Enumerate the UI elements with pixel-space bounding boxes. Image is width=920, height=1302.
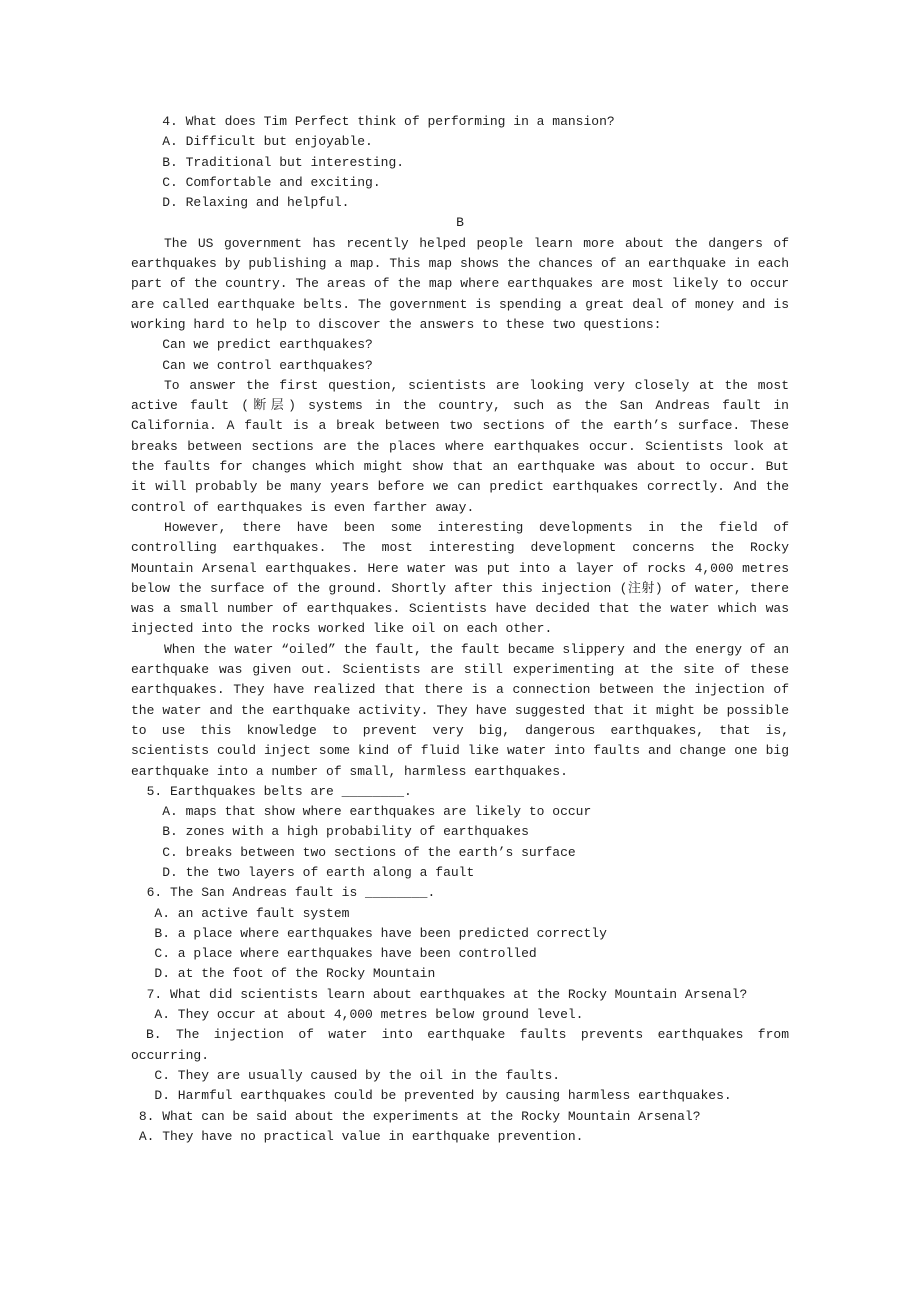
option-4-d: D. Relaxing and helpful. <box>131 195 350 211</box>
question-4: 4. What does Tim Perfect think of performing in a mansion? <box>131 114 615 129</box>
option-4-b: B. Traditional but interesting. <box>131 154 405 170</box>
document-body <box>131 112 789 1147</box>
passage-paragraph-3: However, there have been some interesting developments in the field of controlling earthquakes. The most interesting development concerns the Rocky Mountain Arsenal earthquakes. Here water was put into a layer of rocks 4,000 metres below the surface of the ground. Shortly after this injection (注射) of water, there was a small number of earthquakes. Scientists have decided that the water which was injected into the rocks worked like oil on each other. <box>131 519 789 637</box>
option-7-c: C. They are usually caused by the oil in the faults. <box>131 1067 561 1083</box>
option-6-b: B. a place where earthquakes have been predicted correctly <box>131 925 607 941</box>
option-5-d: D. the two layers of earth along a fault <box>131 864 475 880</box>
passage-question-line-2: Can we control earthquakes? <box>131 357 373 373</box>
option-6-d: D. at the foot of the Rocky Mountain <box>131 966 436 982</box>
question-5: 5. Earthquakes belts are ________. <box>131 783 412 799</box>
question-8: 8. What can be said about the experiments at the Rocky Mountain Arsenal? <box>131 1108 701 1124</box>
option-5-c: C. breaks between two sections of the earth’s surface <box>131 844 576 860</box>
option-8-a: A. They have no practical value in earthquake prevention. <box>131 1128 584 1144</box>
question-7: 7. What did scientists learn about earthquakes at the Rocky Mountain Arsenal? <box>131 986 748 1002</box>
passage-paragraph-1: The US government has recently helped people learn more about the dangers of earthquakes by publishing a map. This map shows the chances of an earthquake in each part of the country. The areas of the map where earthquakes are most likely to occur are called earthquake belts. The government is spending a great deal of money and is working hard to help to discover the answers to these two questions: <box>131 235 789 332</box>
passage-question-line-1: Can we predict earthquakes? <box>131 337 373 353</box>
passage-paragraph-2: To answer the first question, scientists are looking very closely at the most active fault (断层) systems in the country, such as the San Andreas fault in California. A fault is a break between two sections of the earth’s surface. These breaks between sections are the places where earthquakes occur. Scientists look at the faults for changes which might show that an earthquake was about to occur. But it will probably be many years before we can predict earthquakes correctly. And the control of earthquakes is even farther away. <box>131 377 789 515</box>
option-4-a: A. Difficult but enjoyable. <box>131 134 373 150</box>
option-4-c: C. Comfortable and exciting. <box>131 174 381 190</box>
section-b-heading: B <box>456 215 464 231</box>
option-5-a: A. maps that show where earthquakes are likely to occur <box>131 804 592 820</box>
option-7-b: B. The injection of water into earthquake faults prevents earthquakes from occurring. <box>131 1027 789 1063</box>
option-6-c: C. a place where earthquakes have been controlled <box>131 946 537 962</box>
option-7-d: D. Harmful earthquakes could be prevented by causing harmless earthquakes. <box>131 1088 732 1104</box>
option-6-a: A. an active fault system <box>131 905 350 921</box>
passage-paragraph-4: When the water “oiled” the fault, the fault became slippery and the energy of an earthquake was given out. Scientists are still experimenting at the site of these earthquakes. They have realized that there is a connection between the injection of the water and the earthquake activity. They have suggested that it might be possible to use this knowledge to prevent very big, dangerous earthquakes, that is, scientists could inject some kind of fluid like water into faults and change one big earthquake into a number of small, harmless earthquakes. <box>131 641 789 779</box>
option-7-a: A. They occur at about 4,000 metres below ground level. <box>131 1007 584 1023</box>
question-6: 6. The San Andreas fault is ________. <box>131 885 436 901</box>
option-5-b: B. zones with a high probability of earthquakes <box>131 824 529 840</box>
